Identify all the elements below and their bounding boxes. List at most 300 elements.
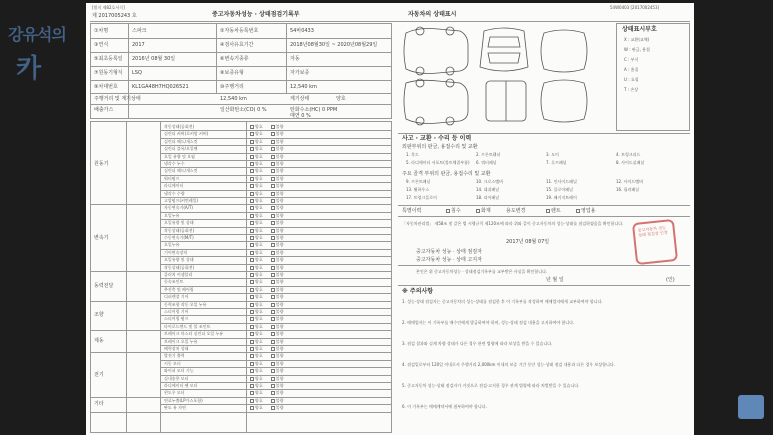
status-checkbox [250,384,254,388]
inspection-item: 연료누출(LP가스포함) [164,397,203,403]
info-label: ⑨차대번호 [94,84,118,90]
emission-co: 일산화탄소(CO) 0 % [220,107,267,113]
status-checkbox [271,169,275,173]
status-option: 불량 [275,338,284,344]
status-checkbox [250,325,254,329]
major-part: 11. 인사이드패널 [546,179,577,184]
status-options [250,316,291,321]
outer-parts-title: 외판부위의 판금, 용접수리 및 교환 [402,144,478,150]
status-option: 불량 [275,353,284,359]
form-number-label: [별지 제82호서식] [92,5,125,10]
status-option: 불량 [275,390,284,396]
inspection-item: 냉각수 수량 [164,190,185,196]
status-checkbox [271,317,275,321]
status-option: 양호 [255,235,263,240]
document-code: 54W0403 [2017002453] [610,5,660,10]
outer-part: 4. 트렁크리드 [616,152,641,157]
status-option: 불량 [275,153,284,159]
inspection-item: 판도 유 자연 [164,405,186,411]
info-value-2: 자가보증 [290,70,310,76]
status-option: 불량 [275,375,284,381]
status-option: 불량 [275,346,284,351]
inspector-stamp: 중고자동차 성능상태 점검장 인장 [632,219,678,265]
flood-label: 침수 [451,208,461,214]
section-label: 원동기 [94,160,109,167]
inspection-date: 2017년 08월 07일 [506,239,550,245]
inspection-item: 오일유량 및 상태 [164,257,194,263]
status-checkbox [271,177,275,181]
status-checkbox [250,317,254,321]
status-checkbox [271,391,275,395]
status-option: 양호 [255,227,263,233]
status-option: 불량 [275,205,284,211]
status-checkbox [271,295,275,299]
info-label: ⑦원동기형식 [94,70,123,76]
inspection-item: 디퍼렌셜 기어 [164,294,189,300]
mileage-label: 주행거리 및 계기상태 [94,96,141,102]
status-checkbox [271,140,275,144]
status-option: 불량 [275,227,284,233]
inspection-item: 추진축 및 베어링 [164,286,194,292]
status-option: 양호 [255,190,263,196]
note-item: 6. 이 기록부는 매매계약서에 첨부하여야 합니다. [402,404,487,409]
status-options [250,339,291,344]
status-option: 불량 [275,124,284,129]
inspection-item: 수동변속기(M/T) [164,235,194,240]
status-option: 양호 [255,331,263,337]
info-label-2: ⑧보증유형 [220,70,244,76]
status-checkbox [250,162,254,166]
row-divider [90,38,392,39]
inspection-item: 와이퍼 모터 기능 [164,368,194,374]
status-option: 불량 [275,175,284,181]
status-option: 불량 [275,190,284,196]
status-option: 양호 [255,279,263,285]
status-option: 양호 [255,375,263,381]
inspection-item: 스티어링 기어 [164,309,189,314]
outer-part: 2. 프론트휀더 [476,152,501,157]
status-options [250,168,291,173]
status-options [250,198,291,203]
status-checkbox [271,340,275,344]
status-options [250,346,291,351]
inspection-item: 작동상태(공회전) [164,264,195,270]
status-checkbox [271,362,275,366]
major-part: 17. 트렁크플로어 [406,195,437,200]
status-options [250,279,291,284]
status-option: 양호 [255,323,263,329]
inspection-item: 기어변속장치 [164,249,188,255]
status-options [250,257,291,262]
status-option: 불량 [275,323,284,329]
status-checkbox [250,243,254,247]
info-value-2: 12,540 km [290,84,317,90]
inspection-item: 작동상태(공회전) [164,227,195,233]
gauge-label: 계기상태 [290,96,310,102]
inspection-item: 작동상태(공회전) [164,124,195,129]
status-option: 불량 [275,131,284,137]
inspection-document [86,3,694,435]
status-checkbox [250,206,254,210]
emission-smoke: 매연 0 % [290,113,311,119]
status-option: 양호 [255,205,263,211]
status-checkbox [250,147,254,151]
inspection-item: 동력조향 작동 오일 누유 [164,301,207,307]
status-checkbox [250,347,254,351]
status-option: 양호 [255,360,263,366]
vehicle-status-section-title: 자동차의 상태표시 [408,11,457,18]
status-option: 불량 [275,198,284,203]
inspector-label: 중고자동차 성능 · 상태 점검자 [416,249,482,255]
legend-item: W : 판금, 용접 [624,47,650,52]
status-option: 불량 [275,309,284,314]
status-option: 양호 [255,138,263,144]
status-options [250,228,291,233]
section-label: 전기 [94,371,104,378]
status-option: 양호 [255,220,263,226]
status-option: 양호 [255,198,263,203]
status-option: 불량 [275,397,284,403]
history-section-title: 사고 · 교환 · 수리 등 이력 [402,135,472,142]
status-checkbox [271,347,275,351]
status-option: 불량 [275,138,284,144]
status-checkbox [271,162,275,166]
major-part: 12. 사이드멤버 [616,179,643,184]
inspection-item: 오일 유량 및 오염 [164,153,195,159]
status-checkbox [250,369,254,373]
status-options [250,265,291,270]
status-checkbox [271,369,275,373]
status-options [250,368,291,373]
section-divider [90,204,392,205]
status-option: 양호 [255,249,263,255]
usage-rent-label: 렌트 [551,208,561,214]
status-options [250,390,291,395]
status-options [250,287,291,292]
status-checkbox [271,199,275,203]
status-checkbox [250,214,254,218]
status-options [250,191,291,196]
status-option: 불량 [275,146,284,152]
info-label: ①차명 [94,28,109,34]
inspection-item: 배력장치 상태 [164,346,189,351]
info-value: KL1GA48H7HQ026521 [132,84,189,90]
record-number: 제 2017005243 호 [92,13,137,19]
info-value-2: 2018년08월30일 ~ 2020년08월29일 [290,42,378,48]
emission-label: 배출가스 [94,107,114,113]
receiver-confirmation: 본인은 위 중고자동차성능 · 상태점검기록부를 교부받은 사실을 확인합니다. [416,269,548,274]
status-option: 불량 [275,183,284,189]
inspection-item: 스티어링 펌프 [164,316,189,322]
mileage-value: 12,540 km [220,96,247,102]
note-item: 4. 점검일로부터 120일 이내로서 주행거리 2,000km 이내의 보증 기간 동안 성능·상태 점검 내용과 다른 경우 보상합니다. [402,362,616,367]
status-checkbox [271,132,275,136]
inspection-item: 브레이크 오일 누유 [164,338,198,344]
status-options [250,309,291,314]
vehicle-diagram [398,23,612,131]
status-checkbox [250,391,254,395]
status-options [250,176,291,181]
status-option: 양호 [255,153,263,159]
info-label-2: ⑩주행거리 [220,84,244,90]
status-option: 양호 [255,272,263,277]
status-checkbox [271,325,275,329]
outer-part: 3. 도어 [546,152,559,157]
info-label-2: ⑥변속기종류 [220,56,249,62]
status-checkbox [271,184,275,188]
info-value: 2016년 08월 30일 [132,56,176,62]
status-option: 불량 [275,168,284,174]
status-option: 불량 [275,405,284,411]
status-checkbox [271,206,275,210]
status-checkbox [271,288,275,292]
inspection-item: 냉각수 누수 [164,161,185,166]
inspection-item: 실린더 블록/오일팬 [164,146,198,152]
info-value: 2017 [132,42,145,48]
inspection-item: 윈도우 모터 [164,390,185,396]
status-checkbox [250,310,254,314]
status-checkbox [250,295,254,299]
status-options [250,124,291,129]
status-option: 양호 [255,397,263,403]
status-checkbox [250,132,254,136]
status-option: 불량 [275,257,284,263]
major-part: 13. 휠하우스 [406,187,430,192]
status-checkbox [250,199,254,203]
status-checkbox [250,169,254,173]
status-option: 양호 [255,212,263,218]
inspection-item: 등속조인트 [164,279,184,285]
receipt-date: 년 월 일 [546,277,564,283]
status-checkbox [271,303,275,307]
status-checkbox [271,384,275,388]
status-options [250,146,291,151]
status-option: 양호 [255,368,263,374]
note-item: 5. 중고자동차 성능·상태 점검자가 거짓으로 점검·고지한 경우 관계 법령에 따라 처벌받을 수 있습니다. [402,383,580,388]
status-checkbox [250,125,254,129]
status-option: 양호 [255,168,263,174]
status-checkbox [271,236,275,240]
status-checkbox [271,332,275,336]
status-option: 불량 [275,249,284,255]
info-label-2: ②자동차등록번호 [220,28,259,34]
status-checkbox [271,155,275,159]
section-label: 동력전달 [94,282,114,289]
status-checkbox [250,332,254,336]
status-options [250,302,291,307]
status-options [250,250,291,255]
status-checkbox [271,125,275,129]
status-option: 양호 [255,353,263,359]
usage-change-label: 용도변경 [506,208,526,214]
status-option: 양호 [255,338,263,344]
usage-business-label: 영업용 [581,208,596,214]
status-checkbox [250,266,254,270]
info-value-2: 자동 [290,56,300,62]
status-options [250,353,291,358]
status-options [250,376,291,381]
note-item: 2. 매매업자는 이 기록부를 매수인에게 발급하여야 하며, 성능·상태 점검 내용을 고지하여야 합니다. [402,320,575,325]
status-checkbox [250,362,254,366]
status-checkbox [250,406,254,410]
status-options [250,324,291,329]
major-part: 14. 대쉬패널 [476,187,500,192]
status-options [250,220,291,225]
status-checkbox [250,354,254,358]
status-checkbox [271,221,275,225]
status-checkbox [271,192,275,196]
status-checkbox [250,251,254,255]
status-option: 불량 [275,220,284,226]
special-history-label: 특별이력 [402,208,422,214]
status-checkbox [250,236,254,240]
status-options [250,398,291,403]
status-checkbox [250,177,254,181]
section-label: 제동 [94,338,104,345]
emission-hc: 탄화수소(HC) 0 PPM [290,107,338,113]
inspection-item: 오일누유 [164,242,180,248]
status-checkbox [250,229,254,233]
inspection-item: 실린더 커버(로커암 커버) [164,131,209,137]
inspection-item: 실린더 헤드/개스킷 [164,138,198,144]
status-options [250,183,291,188]
status-option: 양호 [255,286,263,292]
status-options [250,131,291,136]
major-part: 16. 필러패널 [616,187,640,192]
status-checkbox [250,192,254,196]
status-checkbox [250,155,254,159]
status-checkbox [271,266,275,270]
major-part: 15. 플로어패널 [546,187,573,192]
status-options [250,405,291,410]
section-divider [90,397,392,398]
status-checkbox [250,377,254,381]
major-part: 18. 리어패널 [476,195,500,200]
info-value: 스파크 [132,28,147,34]
status-checkbox [250,273,254,277]
inspection-item: 오일유량 및 상태 [164,220,194,226]
status-options [250,331,291,336]
status-checkbox [271,399,275,403]
status-checkbox [250,184,254,188]
status-option: 양호 [255,346,263,351]
major-parts-title: 주요 골격 부위의 판금, 용접수리 및 교환 [402,171,491,177]
status-option: 불량 [275,316,284,322]
row-divider [90,66,392,67]
status-checkbox [271,273,275,277]
legend-item: A : 흠집 [624,67,639,72]
status-option: 불량 [275,272,284,277]
status-checkbox [271,310,275,314]
status-checkbox [271,377,275,381]
buyer-signature: (인) [666,277,675,283]
outer-part: 7. 루프패널 [546,160,567,165]
channel-logo [738,395,764,419]
section-divider [90,352,392,353]
status-checkbox [250,399,254,403]
section-divider [90,271,392,272]
legend-item: X : 교환(교체) [624,37,650,42]
status-options [250,272,291,277]
note-item: 1. 성능·상태 점검자는 중고자동차의 성능·상태를 점검한 후 이 기록부를 작성하여 매매업자에게 교부하여야 합니다. [402,299,603,304]
status-checkbox [250,288,254,292]
legend-item: T : 손상 [624,87,639,92]
outer-part: 6. 쿼터패널 [476,160,497,165]
status-option: 양호 [255,175,263,181]
inspection-item: 시동 모터 [164,360,181,366]
owner-watermark: 강유석의 [8,25,66,44]
info-label: ⑤최초등록일 [94,56,123,62]
status-option: 불량 [275,279,284,285]
status-option: 불량 [275,360,284,366]
note-item: 3. 점검 결과와 실제 차량 상태가 다른 경우 관련 법령에 따라 보상을 받을 수 있습니다. [402,341,553,346]
status-options [250,294,291,299]
status-checkbox [271,280,275,284]
status-options [250,383,291,388]
status-option: 불량 [275,383,284,388]
brand-watermark: 카 [16,54,41,84]
status-options [250,154,291,159]
status-option: 양호 [255,390,263,396]
status-option: 양호 [255,183,263,189]
inspection-item: 실내송풍 모터 [164,375,189,381]
status-options [250,361,291,366]
status-checkbox [250,280,254,284]
status-option: 불량 [275,286,284,292]
inspection-item: 라디에이터 팬 모터 [164,383,198,388]
status-option: 불량 [275,264,284,270]
status-options [250,235,291,240]
inspection-item: 자동변속기(A/T) [164,205,193,211]
status-option: 양호 [255,316,263,322]
section-label: 변속기 [94,234,109,241]
status-option: 양호 [255,264,263,270]
seller-label: 중고자동차 성능 · 상태 고지자 [416,257,482,263]
legend-title: 상태표시부호 [622,26,657,33]
info-label: ③연식 [94,42,109,48]
status-checkbox [271,229,275,233]
row-divider [90,80,392,81]
section-label: 조향 [94,312,104,319]
major-part: 19. 패키지트레이 [546,195,577,200]
inspection-item: 발전기 출력 [164,353,185,359]
section-divider [90,301,392,302]
status-checkbox [271,251,275,255]
status-option: 불량 [275,242,284,248]
inspection-item: 실린더 헤드/개스킷 [164,168,198,174]
major-part: 9. 프론트패널 [406,179,431,184]
section-divider [90,412,392,413]
inspection-item: 워터펌프 [164,175,180,181]
status-options [250,161,291,166]
status-checkbox [250,340,254,344]
outer-part: 5. 라디에이터 서포트(볼트체결부품) [406,160,470,165]
status-options [250,205,291,210]
status-checkbox [271,406,275,410]
section-label: 기타 [94,401,104,408]
status-option: 양호 [255,131,263,137]
info-value: LSQ [132,70,142,76]
major-part: 10. 크로스멤버 [476,179,503,184]
notes-title: ※ 주의사항 [402,288,434,295]
status-option: 양호 [255,146,263,152]
legend-item: U : 요철 [624,77,639,82]
inspection-item: 타이로드엔드 및 볼 조인트 [164,323,211,329]
status-checkbox [271,214,275,218]
status-checkbox [250,258,254,262]
status-option: 불량 [275,301,284,307]
status-option: 불량 [275,368,284,374]
